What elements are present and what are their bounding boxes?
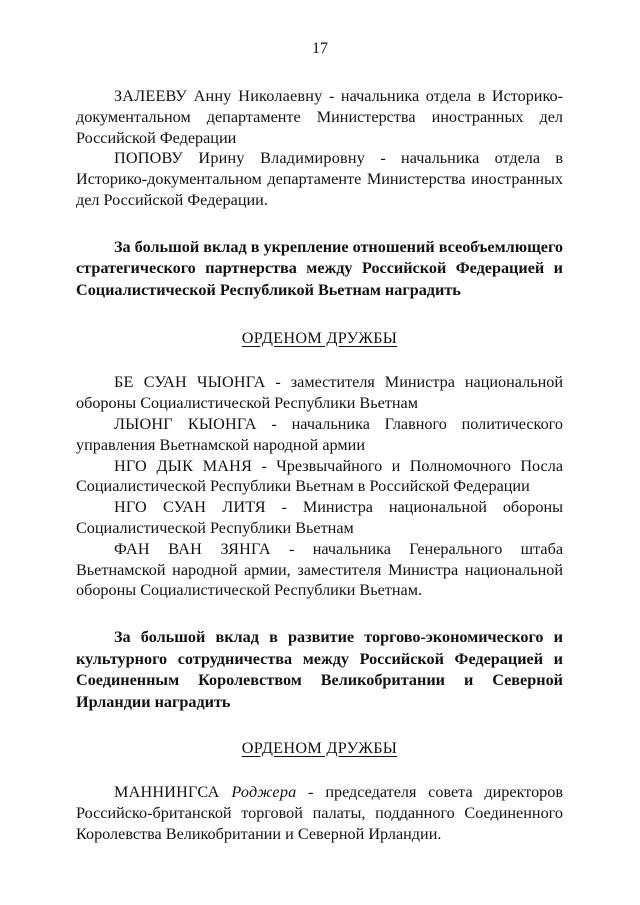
award-title: ОРДЕНОМ ДРУЖБЫ — [241, 328, 398, 347]
recipient-description: - начальника Главного политического управления Вьетнамской народной армии — [76, 414, 564, 454]
recipient-name: МАННИНГСА — [114, 783, 220, 802]
page-number: 17 — [312, 40, 328, 57]
recipient-description: - начальника Генерального штаба Вьетнамской народной армии, заместителя Министра национальной обороны Социалистической Республики Вьетнам. — [76, 539, 563, 600]
recipient-description: - Министра национальной обороны Социалистической Республики Вьетнам — [76, 498, 563, 537]
document-body — [76, 86, 563, 845]
recipient-description: - начальника отдела в Историко-документальном департаменте Министерства иностранных дел Российской Федерации — [76, 87, 563, 147]
award-entry — [76, 414, 563, 456]
decree-heading: За большой вклад в укрепление отношений всеобъемлющего стратегического партнерства между Российской Федерацией и Социалистической Республикой Вьетнам наградить — [76, 237, 563, 299]
award-entry — [76, 86, 563, 148]
recipient-description: - Чрезвычайного и Полномочного Посла Социалистической Республики Вьетнам в Российской Федерации — [76, 456, 564, 496]
recipient-description: - начальника отдела в Историко-документальном департаменте Министерства иностранных дел Российской Федерации. — [76, 149, 563, 209]
recipient-description: - председателя совета директоров Российско-британской торговой палаты, подданного Соединенного Королевства Великобритании и Северной Ирландии. — [76, 783, 564, 843]
recipient-name: НГО СУАН ЛИТЯ — [114, 498, 266, 517]
recipient-name: ФАН ВАН ЗЯНГА — [114, 539, 271, 558]
recipient-description: - заместителя Министра национальной обороны Социалистической Республики Вьетнам — [76, 373, 563, 413]
award-entry — [76, 372, 563, 414]
recipient-name: ПОПОВУ Ирину Владимировну — [114, 149, 365, 168]
award-entry — [76, 539, 563, 601]
award-title: ОРДЕНОМ ДРУЖБЫ — [241, 738, 398, 757]
award-entry — [76, 456, 563, 498]
recipient-name: БЕ СУАН ЧЫОНГА — [114, 373, 266, 392]
recipient-name: НГО ДЫК МАНЯ — [114, 456, 253, 475]
recipient-name-italic: Роджера — [219, 783, 297, 802]
recipient-name: ЛЫОНГ КЫОНГА — [114, 414, 257, 433]
decree-heading: За большой вклад в развитие торгово-экономического и культурного сотрудничества между Российской Федерацией и Соединенным Королевством Великобритании и Северной Ирландии наградить — [76, 628, 563, 711]
recipient-name: ЗАЛЕЕВУ Анну Николаевну — [114, 87, 323, 105]
award-entry — [76, 148, 563, 210]
award-entry — [76, 497, 563, 539]
award-entry — [76, 782, 563, 844]
